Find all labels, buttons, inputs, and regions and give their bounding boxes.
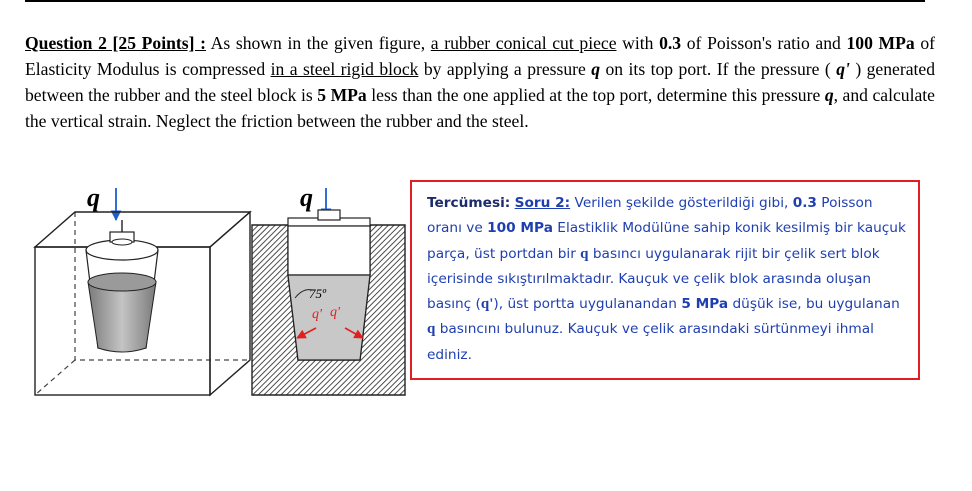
- translation-box: Tercümesi: Soru 2: Verilen şekilde gösterildiği gibi, 0.3 Poisson oranı ve 100 MPa Elastiklik Modülüne sahip konik kesilmiş bir kauçuk parça, üst portdan bir q basıncı uygulanarak rijit bir çelik sert blok içerisinde sıkıştırılmaktadır. Kauçuk ve çelik blok arasında oluşan basınç (q'), üst portta uygulanandan 5 MPa düşük ise, bu uygulanan q basıncını bulunuz. Kauçuk ve çelik arasındaki sürtünmeyi ihmal ediniz.: [410, 180, 920, 380]
- translation-heading: Tercümesi:: [427, 195, 511, 211]
- steel-block-text: in a steel rigid block: [270, 59, 419, 79]
- pressure-prime-symbol: q': [836, 59, 850, 79]
- left-q-label: q: [87, 183, 100, 212]
- question-title: Question 2 [25 Points] :: [25, 33, 206, 53]
- top-rule: [25, 0, 925, 2]
- elastic-modulus-value: 100 MPa: [846, 33, 915, 53]
- right-q-label: q: [300, 183, 313, 212]
- cross-section-figure: [252, 183, 405, 395]
- pressure-difference: 5 MPa: [317, 85, 367, 105]
- figure-area: [20, 180, 410, 410]
- pressure-symbol: q: [591, 59, 601, 79]
- isometric-block-figure: [35, 183, 250, 395]
- translation-question-number: Soru 2:: [514, 195, 571, 211]
- question-paragraph: Question 2 [25 Points] : As shown in the given figure, a rubber conical cut piece with 0.3 of Poisson's ratio and 100 MPa of Elasticity Modulus is compressed in a steel rigid block by applying a pressure q on its top port. If the pressure ( q' ) generated between the rubber and the steel block is 5 MPa less than the one applied at the top port, determine this pressure q, and calculate the vertical strain. Neglect the friction between the rubber and the steel.: [25, 33, 936, 131]
- qprime-label-left: q': [312, 307, 322, 322]
- rubber-piece-text: a rubber conical cut piece: [430, 33, 617, 53]
- rubber-piece: [288, 275, 370, 360]
- angle-label: 75º: [309, 286, 327, 301]
- qprime-label-right: q': [330, 305, 340, 320]
- poisson-value: 0.3: [659, 33, 682, 53]
